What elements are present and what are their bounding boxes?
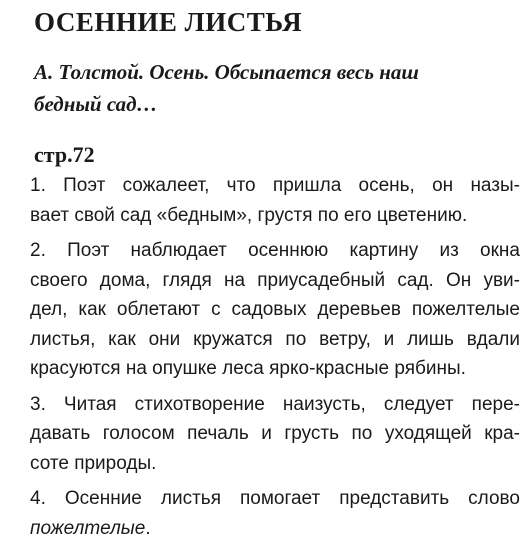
page-title: ОСЕННИЕ ЛИСТЬЯ (34, 6, 302, 38)
answer-line (30, 514, 520, 543)
poem-reference-line: бедный сад… (34, 88, 514, 120)
answer-item (30, 236, 520, 384)
answer-item (30, 484, 520, 543)
answer-line: красуются на опушке леса ярко-красные рябины. (30, 354, 520, 384)
poem-reference (34, 56, 514, 120)
answer-line: давать голосом печаль и грусть по уходящей кра- (30, 419, 520, 449)
answer-line: листья, как они кружатся по ветру, и лишь вдали (30, 325, 520, 355)
answer-item (30, 390, 520, 479)
answers-list (30, 171, 520, 543)
answer-line: своего дома, глядя на приусадебный сад. Он уви- (30, 266, 520, 296)
answer-line: дел, как облетают с садовых деревьев пожелтелые (30, 295, 520, 325)
answer-line: 4. Осенние листья помогает представить слово (30, 484, 520, 514)
italic-word: пожелтелые (30, 518, 145, 539)
answer-line: соте природы. (30, 449, 520, 479)
answer-item (30, 171, 520, 230)
sentence-end: . (145, 518, 150, 539)
answer-line: 2. Поэт наблюдает осеннюю картину из окна (30, 236, 520, 266)
poem-reference-line: А. Толстой. Осень. Обсыпается весь наш (34, 56, 514, 88)
page-number-heading: стр.72 (34, 140, 95, 170)
answer-line: 1. Поэт сожалеет, что пришла осень, он назы- (30, 171, 520, 201)
answer-line: 3. Читая стихотворение наизусть, следует пере- (30, 390, 520, 420)
answer-line: вает свой сад «бедным», грустя по его цветению. (30, 201, 520, 231)
